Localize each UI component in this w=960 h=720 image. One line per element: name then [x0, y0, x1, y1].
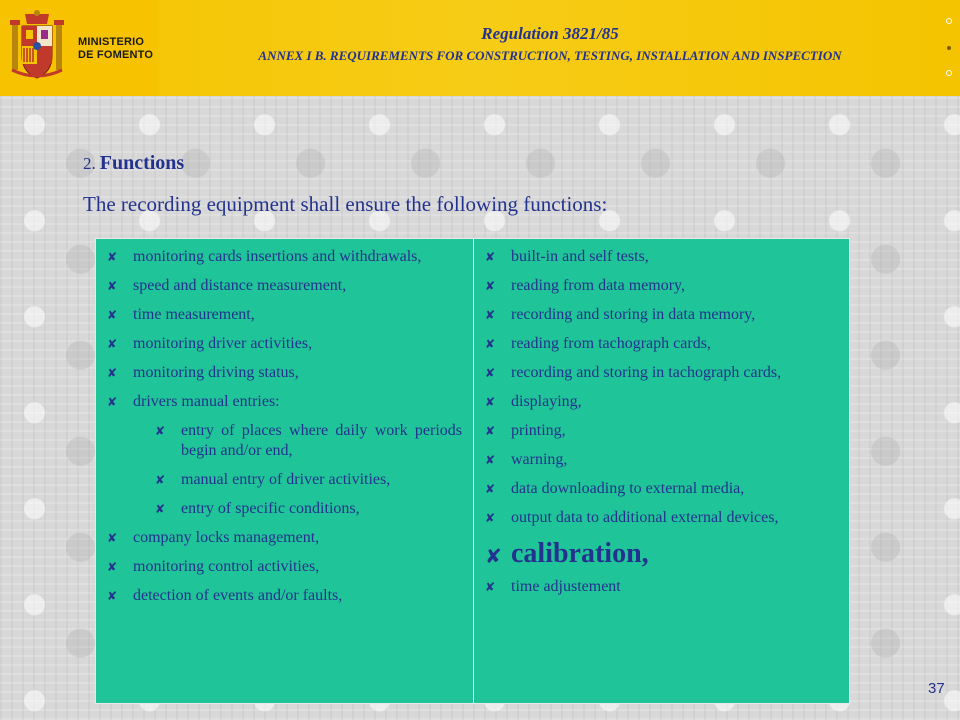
ministry-name-line1: MINISTERIO [78, 36, 145, 48]
list-item [106, 557, 462, 577]
x-mark-icon: ✘ [107, 250, 118, 264]
dot-icon [946, 70, 952, 76]
dot-icon [947, 46, 951, 50]
list-item-text: manual entry of driver activities, [181, 471, 391, 488]
x-mark-icon: ✘ [107, 395, 118, 409]
x-mark-icon: ✘ [107, 279, 118, 293]
list-item-text: displaying, [511, 393, 582, 410]
x-mark-icon: ✘ [107, 366, 118, 380]
list-item-text: reading from data memory, [511, 277, 686, 294]
list-item-text: printing, [511, 422, 566, 439]
list-item-text: time adjustement [511, 578, 621, 595]
list-item [106, 305, 462, 325]
regulation-title: Regulation 3821/85 [481, 24, 619, 43]
spain-coat-of-arms-icon [8, 10, 66, 86]
right-column [484, 247, 840, 606]
x-mark-icon: ✘ [485, 395, 496, 409]
x-mark-icon: ✘ [485, 366, 496, 380]
x-mark-icon: ✘ [485, 308, 496, 322]
column-divider [473, 239, 474, 703]
x-mark-icon: ✘ [485, 250, 496, 264]
x-mark-icon: ✘ [485, 453, 496, 467]
section-title: Functions [99, 152, 185, 174]
list-item [106, 586, 462, 606]
x-mark-icon: ✘ [107, 531, 118, 545]
intro-text: The recording equipment shall ensure the following functions: [83, 192, 608, 216]
x-mark-icon: ✘ [155, 473, 166, 487]
x-mark-icon: ✘ [107, 589, 118, 603]
list-item [484, 421, 840, 441]
list-item [484, 247, 840, 267]
list-item [106, 363, 462, 383]
list-item-text: output data to additional external devices, [511, 509, 779, 526]
list-item-text: warning, [511, 451, 568, 468]
list-item [484, 392, 840, 412]
list-item-text: monitoring cards insertions and withdrawals, [133, 248, 422, 265]
x-mark-icon: ✘ [107, 337, 118, 351]
list-item [106, 392, 462, 412]
list-item-text: calibration, [511, 538, 649, 569]
list-item [484, 276, 840, 296]
ministry-name [78, 36, 153, 62]
x-mark-icon: ✘ [485, 279, 496, 293]
list-item-text: data downloading to external media, [511, 480, 745, 497]
list-item-text: reading from tachograph cards, [511, 335, 711, 352]
x-mark-icon: ✘ [107, 560, 118, 574]
list-item [484, 450, 840, 470]
x-mark-icon: ✘ [485, 544, 502, 568]
list-item [484, 334, 840, 354]
page-number: 37 [928, 680, 945, 697]
x-mark-icon: ✘ [107, 308, 118, 322]
x-mark-icon: ✘ [155, 424, 166, 438]
x-mark-icon: ✘ [485, 482, 496, 496]
list-item-text: recording and storing in tachograph cards, [511, 364, 782, 381]
x-mark-icon: ✘ [485, 424, 496, 438]
list-item-text: monitoring control activities, [133, 558, 320, 575]
x-mark-icon: ✘ [485, 580, 496, 594]
list-item [484, 305, 840, 325]
list-item-text: detection of events and/or faults, [133, 587, 343, 604]
list-item-text: entry of places where daily work periods begin and/or end, [181, 422, 462, 459]
section-number: 2. [83, 154, 96, 173]
x-mark-icon: ✘ [155, 502, 166, 516]
list-item-text: drivers manual entries: [133, 393, 280, 410]
list-item [106, 247, 462, 267]
list-item [484, 363, 840, 383]
sub-list-item [154, 470, 462, 490]
list-item-text: built-in and self tests, [511, 248, 649, 265]
sub-list-item [154, 499, 462, 519]
ministry-name-line2: DE FOMENTO [78, 49, 154, 61]
header-band [0, 0, 960, 96]
list-item-text: entry of specific conditions, [181, 500, 360, 517]
list-item [484, 479, 840, 499]
section-heading [83, 152, 184, 175]
x-mark-icon: ✘ [485, 511, 496, 525]
list-item [106, 276, 462, 296]
list-item [106, 528, 462, 548]
left-column [106, 247, 462, 615]
dot-icon [946, 18, 952, 24]
list-item [484, 508, 840, 528]
list-item-text: company locks management, [133, 529, 320, 546]
list-item-text: recording and storing in data memory, [511, 306, 756, 323]
list-item [106, 334, 462, 354]
list-item-text: monitoring driver activities, [133, 335, 313, 352]
list-item [484, 577, 840, 597]
list-item-text: speed and distance measurement, [133, 277, 347, 294]
list-item-emphasized [484, 537, 840, 571]
regulation-subtitle: ANNEX I B. REQUIREMENTS FOR CONSTRUCTION, TESTING, INSTALLATION AND INSPECTION [258, 48, 842, 63]
sub-list-item [154, 421, 462, 461]
list-item-text: monitoring driving status, [133, 364, 299, 381]
ministry-logo [0, 0, 158, 96]
x-mark-icon: ✘ [485, 337, 496, 351]
list-item-text: time measurement, [133, 306, 255, 323]
functions-table [95, 238, 850, 704]
decorative-dots [946, 18, 954, 78]
